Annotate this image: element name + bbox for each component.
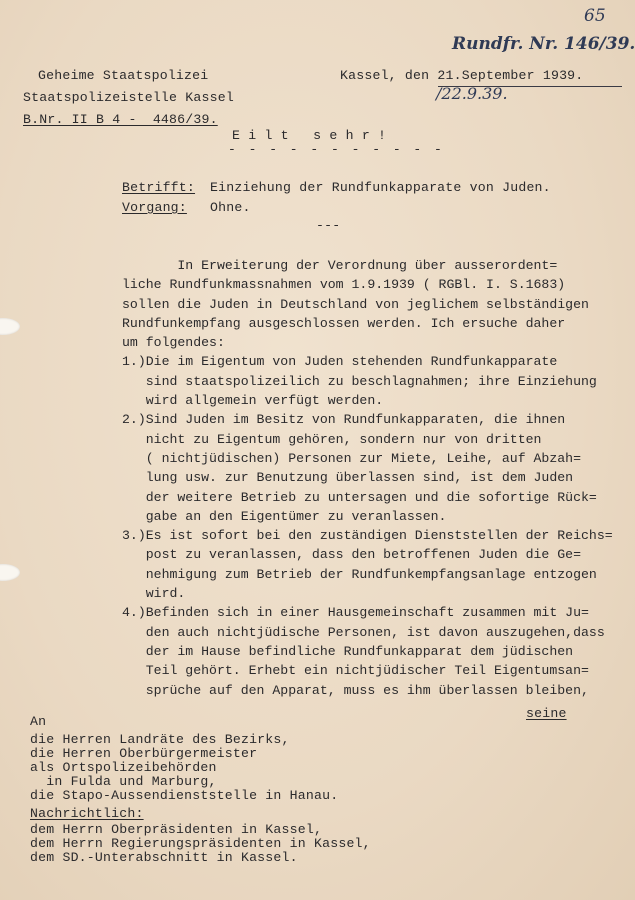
urgency-note: E i l t s e h r ! xyxy=(232,128,387,143)
reference-number: B.Nr. II B 4 - 4486/39. xyxy=(23,112,218,127)
item-1-line: sind staatspolizeilich zu beschlagnahmen; ihre Einziehung xyxy=(122,373,597,389)
item-2-line: ( nichtjüdischen) Personen zur Miete, Leihe, auf Abzah= xyxy=(122,450,581,466)
subject-label: Betrifft: xyxy=(122,180,196,195)
item-4-line: 4.)Befinden sich in einer Hausgemeinschaft zusammen mit Ju= xyxy=(122,605,589,621)
intro-line: In Erweiterung der Verordnung über ausserordent= xyxy=(122,258,558,273)
item-3-line: nehmigung zum Betrieb der Rundfunkempfangsanlage entzogen xyxy=(122,566,597,582)
cc-line: dem SD.-Unterabschnitt in Kassel. xyxy=(30,850,298,865)
cc-line: dem Herrn Oberpräsidenten in Kassel, xyxy=(30,822,323,837)
urgency-underline: - - - - - - - - - - - xyxy=(228,142,445,157)
register-number: Rundfr. Nr. 146/39. xyxy=(452,34,635,54)
item-4-line: sprüche auf den Apparat, muss es ihm überlassen bleiben, xyxy=(122,682,589,698)
recipient-line: die Herren Oberbürgermeister xyxy=(30,746,258,761)
item-2-line: nicht zu Eigentum gehören, sondern nur von dritten xyxy=(122,431,542,447)
subject-separator: --- xyxy=(316,218,341,233)
intro-line: Rundfunkempfang ausgeschlossen werden. Ich ersuche daher xyxy=(122,315,566,331)
item-3-line: 3.)Es ist sofort bei den zuständigen Dienststellen der Reichs= xyxy=(122,528,613,544)
intro-line: liche Rundfunkmassnahmen vom 1.9.1939 ( RGBl. I. S.1683) xyxy=(122,277,566,293)
item-3-line: wird. xyxy=(122,586,186,602)
received-date: /22.9.39. xyxy=(436,84,508,103)
item-4-line: der im Hause befindliche Rundfunkapparat dem jüdischen xyxy=(122,643,574,659)
recipient-line: als Ortspolizeibehörden xyxy=(30,760,217,775)
cc-line: dem Herrn Regierungspräsidenten in Kassel, xyxy=(30,836,371,851)
subject-value: Einziehung der Rundfunkapparate von Juden. xyxy=(210,180,551,195)
intro-line: sollen die Juden in Deutschland von jeglichem selbständigen xyxy=(122,296,589,312)
agency-name: Geheime Staatspolizei xyxy=(38,68,209,83)
place-date: Kassel, den 21.September 1939. xyxy=(340,68,584,83)
recipient-line: in Fulda und Marburg, xyxy=(30,774,217,789)
office-name: Staatspolizeistelle Kassel xyxy=(23,90,234,105)
body-text xyxy=(122,256,613,700)
item-2-line: 2.)Sind Juden im Besitz von Rundfunkapparaten, die ihnen xyxy=(122,412,566,428)
item-2-line: lung usw. zur Benutzung überlassen sind, ist dem Juden xyxy=(122,470,574,486)
continuation-word: seine xyxy=(526,706,567,721)
item-1-line: wird allgemein verfügt werden. xyxy=(122,393,384,409)
distribution-label: An xyxy=(30,714,47,729)
item-2-line: gabe an den Eigentümer zu veranlassen. xyxy=(122,508,447,524)
recipient-line: die Herren Landräte des Bezirks, xyxy=(30,732,290,747)
item-4-line: den auch nichtjüdische Personen, ist davon auszugehen,dass xyxy=(122,624,605,640)
item-3-line: post zu veranlassen, dass den betroffenen Juden die Ge= xyxy=(122,547,581,563)
recipient-line: die Stapo-Aussendienststelle in Hanau. xyxy=(30,788,339,803)
cc-label: Nachrichtlich: xyxy=(30,806,144,821)
page-number: 65 xyxy=(584,6,606,26)
previous-value: Ohne. xyxy=(210,200,251,215)
item-2-line: der weitere Betrieb zu untersagen und die sofortige Rück= xyxy=(122,489,597,505)
item-4-line: Teil gehört. Erhebt ein nichtjüdischer Teil Eigentumsan= xyxy=(122,663,589,679)
previous-label: Vorgang: xyxy=(122,200,187,215)
date-underline xyxy=(438,86,622,87)
intro-line: um folgendes: xyxy=(122,335,225,351)
item-1-line: 1.)Die im Eigentum von Juden stehenden Rundfunkapparate xyxy=(122,354,558,370)
